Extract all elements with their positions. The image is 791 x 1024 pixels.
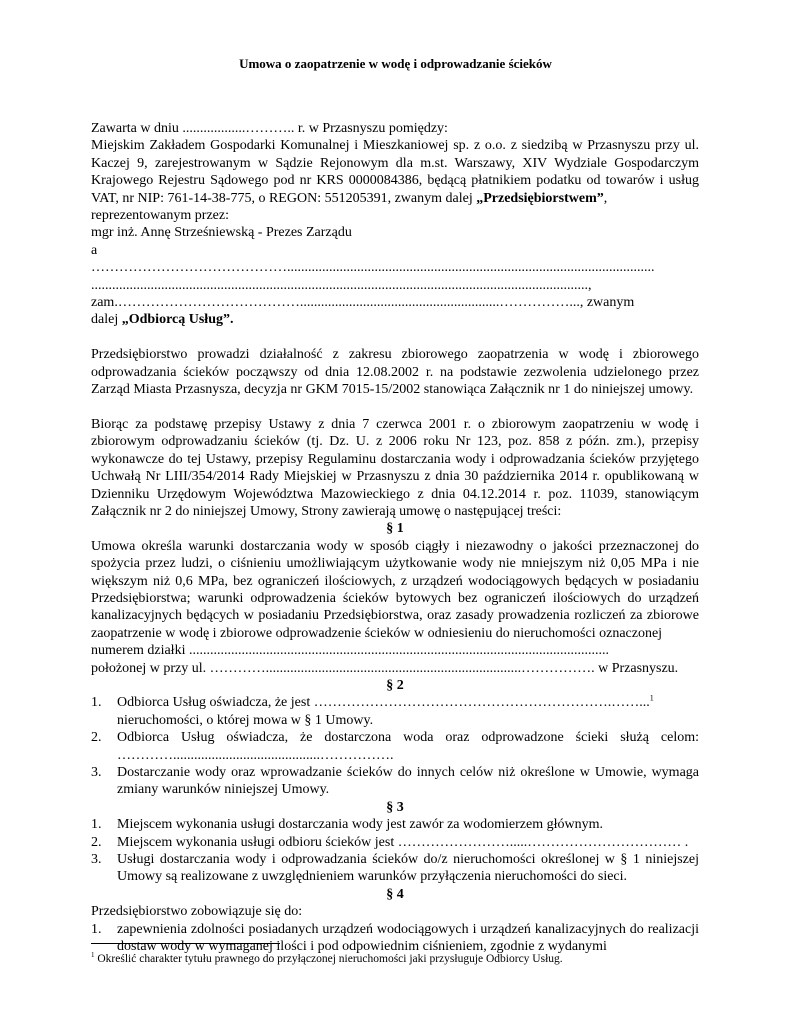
section-4-list bbox=[91, 921, 699, 956]
list-item bbox=[91, 729, 699, 764]
list-item bbox=[91, 816, 699, 833]
list-item bbox=[91, 851, 699, 886]
list-item bbox=[91, 694, 699, 729]
party1-name: „Przedsiębiorstwem” bbox=[476, 190, 604, 206]
item-text: Usługi dostarczania wody i odprowadzania ścieków do/z nieruchomości określonej w § 1 niniejszej Umowy są realizowane z uwzględnieniem warunków przyłączenia nieruchomości do sieci. bbox=[117, 852, 699, 885]
party2-dots-line-1: ……………………………………......................................................................................................... bbox=[91, 260, 655, 276]
conjunction: a bbox=[91, 242, 98, 258]
section-4-intro: Przedsiębiorstwo zobowiązuje się do: bbox=[91, 904, 303, 920]
item-text: Odbiorca Usług oświadcza, że jest ……………………………………………………….……... bbox=[117, 695, 650, 711]
item-text: Dostarczanie wody oraz wprowadzanie ścieków do innych celów niż określone w Umowie, wymaga zmiany warunków niniejszej Umowy. bbox=[117, 765, 699, 798]
represented-by: reprezentowanym przez: bbox=[91, 208, 229, 224]
item-number: 1. bbox=[91, 695, 102, 711]
section-4-heading: § 4 bbox=[386, 886, 404, 902]
party2-dots-line-2: .............................................................................................................................................., bbox=[91, 277, 592, 293]
item-line-2: nieruchomości, o której mowa w § 1 Umowy. bbox=[117, 712, 374, 728]
footnote bbox=[91, 952, 731, 966]
footnote-mark: 1 bbox=[91, 951, 95, 960]
representative: mgr inż. Annę Strześniewską - Prezes Zarządu bbox=[91, 225, 352, 241]
section-3-list bbox=[91, 816, 699, 886]
section-1-text: Umowa określa warunki dostarczania wody w sposób ciągły i niezawodny o jakości przeznaczonej do spożycia przez ludzi, o ciśnieniu umożliwiającym użytkowanie wody nie mniejszym niż 0,05 MPa i nie większym niż 0,6 MPa, bez ograniczeń ilościowych, z urządzeń wodociągowych będących w posiadaniu Przedsiębiorstwa; warunki odprowadzenia ścieków bytowych bez ograniczeń ilościowych do urządzeń kanalizacyjnych będących w posiadaniu Przedsiębiorstwa, oraz zasady prowadzenia rozliczeń za zbiorowe zaopatrzenie w wodę i zbiorowe odprowadzenie ścieków w odniesieniu do nieruchomości oznaczonej bbox=[91, 538, 699, 641]
footnote-ref: 1 bbox=[649, 693, 654, 703]
item-number: 1. bbox=[91, 817, 102, 833]
list-item bbox=[91, 921, 699, 956]
list-item bbox=[91, 764, 699, 799]
intro-paragraph: Przedsiębiorstwo prowadzi działalność z zakresu zbiorowego zaopatrzenia w wodę i zbiorowego odprowadzania ścieków począwszy od dnia 12.08.2002 r. na podstawie zezwolenia udzielonego przez Zarząd Miasta Przasnysza, decyzja nr GKM 7015-15/2002 stanowiąca Załącznik nr 1 do niniejszej umowy. bbox=[91, 347, 699, 398]
item-text: Miejscem wykonania usługi dostarczania wody jest zawór za wodomierzem głównym. bbox=[117, 817, 603, 833]
item-line-1: Odbiorca Usług oświadcza, że dostarczona woda oraz odprowadzone ścieki służą celom: bbox=[117, 730, 699, 746]
party1-text: Miejskim Zakładem Gospodarki Komunalnej i Mieszkaniowej sp. z o.o. z siedzibą w Przasnyszu przy ul. Kaczej 9, zarejestrowanym w Sądzie Rejonowym dla m.st. Warszawy, XIV Wydziale Gospodarczym Krajowego Rejestru Sądowego pod nr KRS 0000084386, będącą płatnikiem podatku od towarów i usług VAT, nr NIP: 761-14-38-775, o REGON: 551205391, zwanym dalej bbox=[91, 138, 699, 206]
document-body bbox=[91, 120, 699, 955]
item-number: 1. bbox=[91, 921, 102, 937]
item-line-1 bbox=[117, 694, 699, 711]
item-number: 2. bbox=[91, 834, 102, 850]
item-number: 3. bbox=[91, 852, 102, 868]
list-item bbox=[91, 834, 699, 851]
document-title: Umowa o zaopatrzenie w wodę i odprowadzanie ścieków bbox=[239, 56, 552, 71]
party2-address-line: zam.………………………………….........................................................……………..., zwanym bbox=[91, 295, 635, 311]
item-number: 2. bbox=[91, 730, 102, 746]
property-location-line: położonej w przy ul. ………….........................................................................……………. w Przasnyszu. bbox=[91, 660, 679, 676]
item-number: 3. bbox=[91, 765, 102, 780]
legal-basis-paragraph: Biorąc za podstawę przepisy Ustawy z dnia 7 czerwca 2001 r. o zbiorowym zaopatrzeniu w wodę i zbiorowym odprowadzaniu ścieków (tj. Dz. U. z 2006 roku Nr 123, poz. 858 z późn. zm.), przepisy wykonawcze do tej Ustawy, przepisy Regulaminu dostarczania wody i odprowadzania ścieków przyjętego Uchwałą Nr LIII/354/2014 Rady Miejskiej w Przasnyszu z dnia 30 października 2014 r. opublikowaną w Dzienniku Urzędowym Województwa Mazowieckiego z dnia 04.12.2014 r. poz. 11039, stanowiącym Załącznik nr 2 do niniejszej Umowy, Strony zawierają umowę o następującej treści: bbox=[91, 416, 699, 519]
section-3-heading: § 3 bbox=[386, 799, 404, 815]
plot-number-line: numerem działki ........................................................................................................................ bbox=[91, 643, 609, 659]
section-2-heading: § 2 bbox=[386, 677, 404, 693]
footnote-text: Określić charakter tytułu prawnego do przyłączonej nieruchomości jaki przysługuje Odbiorcy Usług. bbox=[97, 953, 563, 965]
item-text: zapewnienia zdolności posiadanych urządzeń wodociągowych i urządzeń kanalizacyjnych do realizacji dostaw wody w wymaganej ilości i pod odpowiednim ciśnieniem, zgodnie z wydanymi bbox=[117, 921, 699, 955]
party1-description bbox=[91, 137, 699, 207]
party1-punct: , bbox=[603, 190, 608, 206]
party2-name: „Odbiorcą Usług”. bbox=[121, 312, 234, 328]
party2-called bbox=[91, 311, 699, 328]
item-line-2: …………..........................................……………. bbox=[117, 747, 394, 763]
contract-date-line: Zawarta w dniu ..................……….. r. w Przasnyszu pomiędzy: bbox=[91, 121, 448, 136]
section-1-heading: § 1 bbox=[386, 521, 404, 537]
item-text: Miejscem wykonania usługi odbioru ścieków jest …………………….....…………………………… . bbox=[117, 834, 689, 850]
footnote-separator bbox=[91, 943, 280, 944]
section-2-list bbox=[91, 694, 699, 798]
called-text: dalej bbox=[91, 312, 119, 328]
